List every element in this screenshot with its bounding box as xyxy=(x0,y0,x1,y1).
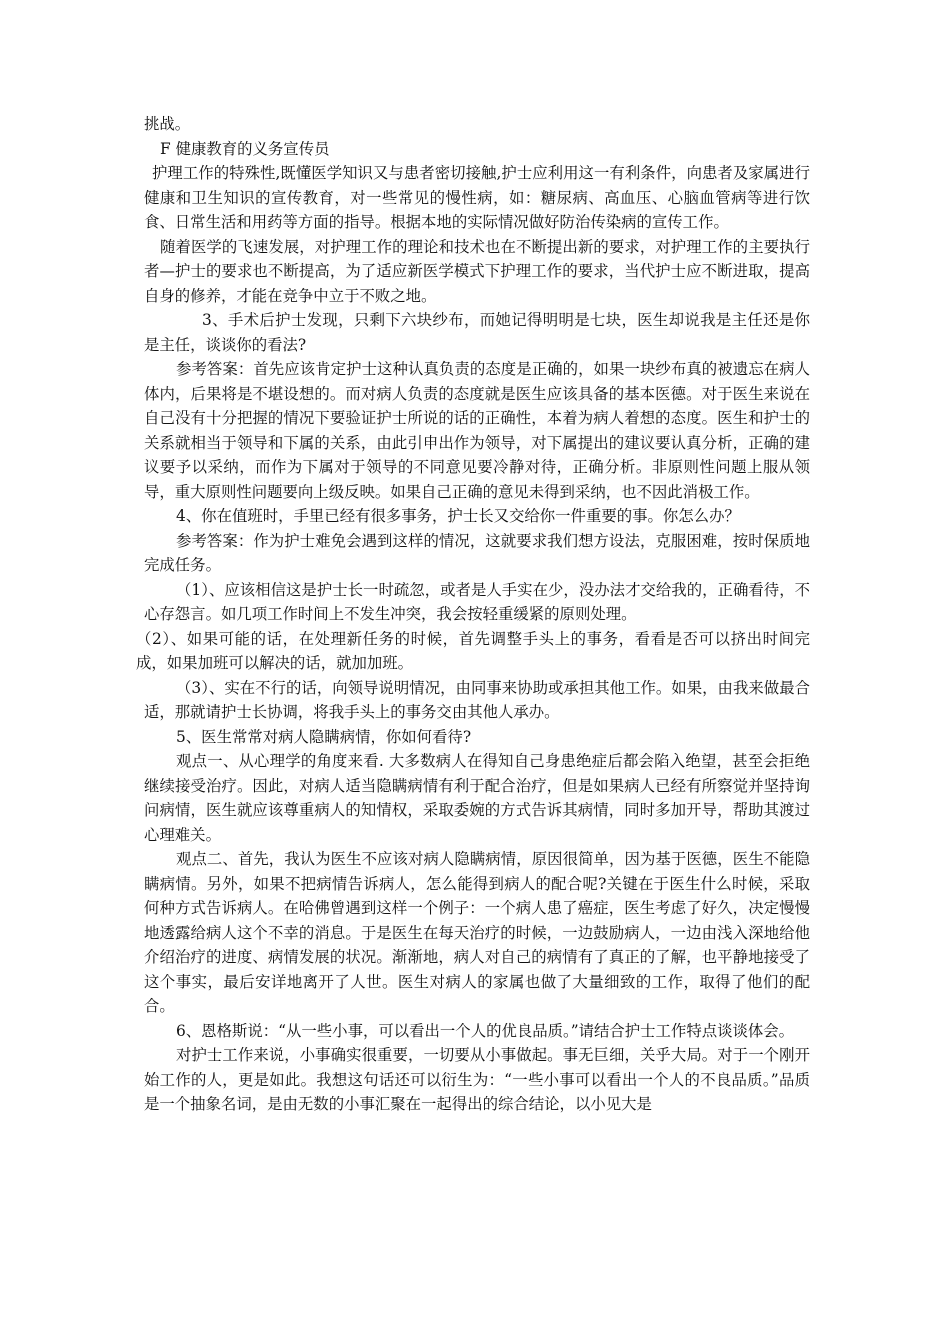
question-6: 6、恩格斯说：“从一些小事，可以看出一个人的优良品质。”请结合护士工作特点谈谈体会。 xyxy=(176,1021,795,1040)
answer-4-point-1: （1）、应该相信这是护士长一时疏忽，或者是人手实在少，没办法才交给我的，正确看待，不心存怨言。如几项工作时间上不发生冲突，我会按轻重缓紧的原则处理。 xyxy=(144,580,810,623)
paragraph: 随着医学的飞速发展，对护理工作的理论和技术也在不断提出新的要求，对护理工作的主要执行者—护士的要求也不断提高，为了适应新医学模式下护理工作的要求，当代护士应不断进取，提高自身的修养，才能在竞争中立于不败之地。 xyxy=(144,237,810,305)
answer-5-view-2: 观点二、首先，我认为医生不应该对病人隐瞒病情，原因很简单，因为基于医德，医生不能隐瞒病情。另外，如果不把病情告诉病人，怎么能得到病人的配合呢?关键在于医生什么时候，采取何种方式告诉病人。在哈佛曾遇到这样一个例子：一个病人患了癌症，医生考虑了好久，决定慢慢地透露给病人这个不幸的消息。于是医生在每天治疗的时候，一边鼓励病人，一边由浅入深地给他介绍治疗的进度、病情发展的状况。渐渐地，病人对自己的病情有了真正的了解，也平静地接受了这个事实，最后安详地离开了人世。医生对病人的家属也做了大量细致的工作，取得了他们的配合。 xyxy=(144,850,810,1015)
document-page xyxy=(136,112,810,1117)
paragraph: 护理工作的特殊性,既懂医学知识又与患者密切接触,护士应利用这一有利条件，向患者及家属进行健康和卫生知识的宣传教育，对一些常见的慢性病，如：糖尿病、高血压、心脑血管病等进行饮食、日常生活和用药等方面的指导。根据本地的实际情况做好防治传染病的宣传工作。 xyxy=(144,164,810,231)
question-4: 4、你在值班时，手里已经有很多事务，护士长又交给你一件重要的事。你怎么办？ xyxy=(176,507,740,525)
paragraph: 挑战。 xyxy=(144,115,191,133)
answer-4-point-3: （3）、实在不行的话，向领导说明情况，由同事来协助或承担其他工作。如果，由我来做最合适，那就请护士长协调，将我手头上的事务交由其他人承办。 xyxy=(144,678,810,721)
question-3: 3、手术后护士发现，只剩下六块纱布，而她记得明明是七块，医生却说我是主任还是你是主任，谈谈你的看法? xyxy=(144,311,810,354)
answer-4-point-2: （2）、如果可能的话，在处理新任务的时候，首先调整手头上的事务，看看是否可以挤出时间完成，如果加班可以解决的话，就加加班。 xyxy=(136,629,810,672)
answer-5-view-1: 观点一、从心理学的角度来看. 大多数病人在得知自己身患绝症后都会陷入绝望，甚至会拒绝继续接受治疗。因此，对病人适当隐瞒病情有利于配合治疗，但是如果病人已经有所察觉并坚持询问病情，医生就应该尊重病人的知情权，采取委婉的方式告诉其病情，同时多加开导，帮助其渡过心理难关。 xyxy=(144,752,810,844)
answer-4: 参考答案：作为护士难免会遇到这样的情况，这就要求我们想方设法，克服困难，按时保质地完成任务。 xyxy=(144,531,810,574)
question-5: 5、医生常常对病人隐瞒病情，你如何看待? xyxy=(176,727,472,746)
section-heading: F 健康教育的义务宣传员 xyxy=(160,139,330,158)
answer-3: 参考答案：首先应该肯定护士这种认真负责的态度是正确的，如果一块纱布真的被遗忘在病人体内，后果将是不堪设想的。而对病人负责的态度就是医生应该具备的基本医德。对于医生来说在自己没有十分把握的情况下要验证护士所说的话的正确性，本着为病人着想的态度。医生和护士的关系就相当于领导和下属的关系，由此引申出作为领导，对下属提出的建议要认真分析，正确的建议要予以采纳，而作为下属对于领导的不同意见要冷静对待，正确分析。非原则性问题上服从领导，重大原则性问题要向上级反映。如果自己正确的意见未得到采纳，也不因此消极工作。 xyxy=(144,360,810,501)
answer-6: 对护士工作来说，小事确实很重要，一切要从小事做起。事无巨细，关乎大局。对于一个刚开始工作的人，更是如此。我想这句话还可以衍生为：“一些小事可以看出一个人的不良品质。”品质是一个抽象名词，是由无数的小事汇聚在一起得出的综合结论，以小见大是 xyxy=(144,1046,810,1113)
